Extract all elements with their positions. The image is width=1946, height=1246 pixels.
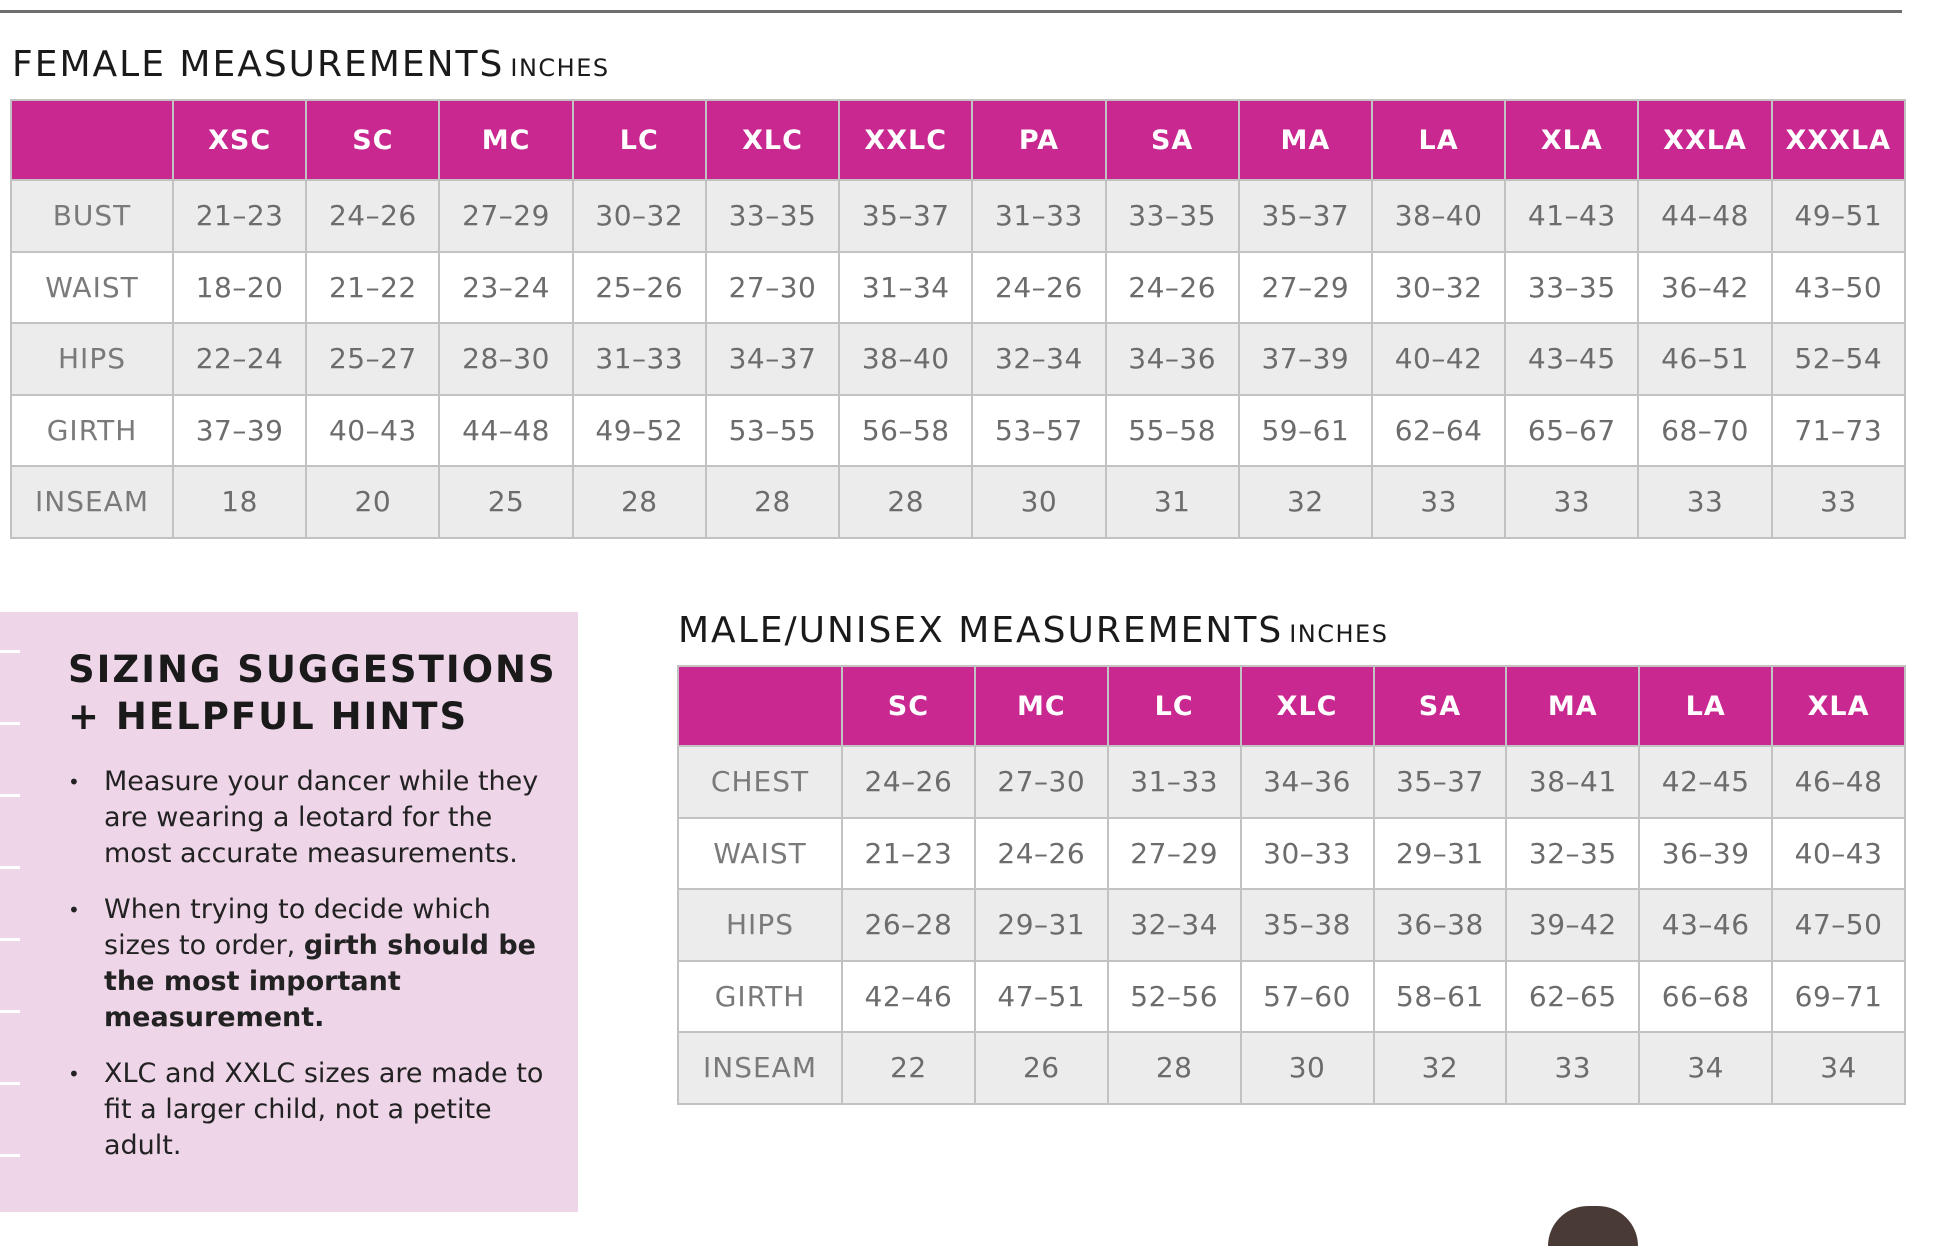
- female-section-title: [12, 44, 610, 85]
- measurement-value-cell: 34: [1772, 1032, 1905, 1104]
- measurement-value-cell: 41–43: [1505, 180, 1638, 252]
- measurement-value-cell: 31–34: [839, 252, 972, 324]
- male-section-title: [678, 610, 1389, 651]
- measurement-value-cell: 49–51: [1772, 180, 1905, 252]
- measurement-value-cell: 56–58: [839, 395, 972, 467]
- measurement-value-cell: 27–29: [1108, 818, 1241, 890]
- measurement-value-cell: 33: [1505, 466, 1638, 538]
- size-column-header: SC: [306, 100, 439, 180]
- measurement-label: INSEAM: [678, 1032, 842, 1104]
- hints-heading: [68, 646, 558, 740]
- table-row: [11, 395, 1905, 467]
- size-column-header: LA: [1639, 666, 1772, 746]
- female-measurements-table: [10, 99, 1906, 539]
- measurement-value-cell: 37–39: [1239, 323, 1372, 395]
- size-column-header: MA: [1239, 100, 1372, 180]
- measurement-value-cell: 28: [839, 466, 972, 538]
- measurement-value-cell: 20: [306, 466, 439, 538]
- measurement-value-cell: 35–37: [1239, 180, 1372, 252]
- measurement-value-cell: 33: [1506, 1032, 1639, 1104]
- measurement-value-cell: 44–48: [439, 395, 572, 467]
- measurement-value-cell: 25: [439, 466, 572, 538]
- measurement-value-cell: 46–51: [1638, 323, 1771, 395]
- measurement-value-cell: 40–43: [1772, 818, 1905, 890]
- measurement-value-cell: 25–27: [306, 323, 439, 395]
- partial-photo-edge: [1548, 1206, 1638, 1246]
- measurement-value-cell: 52–56: [1108, 961, 1241, 1033]
- measurement-value-cell: 36–38: [1374, 889, 1507, 961]
- size-column-header: MC: [439, 100, 572, 180]
- table-row: [11, 252, 1905, 324]
- bullet-icon: •: [68, 1062, 80, 1086]
- measurement-value-cell: 29–31: [1374, 818, 1507, 890]
- measurement-value-cell: 22: [842, 1032, 975, 1104]
- measurement-value-cell: 34–36: [1241, 746, 1374, 818]
- size-column-header: XSC: [173, 100, 306, 180]
- measurement-value-cell: 21–23: [173, 180, 306, 252]
- measurement-value-cell: 33–35: [706, 180, 839, 252]
- measurement-label: GIRTH: [11, 395, 173, 467]
- female-title-text: FEMALE MEASUREMENTS: [12, 44, 505, 85]
- measurement-value-cell: 39–42: [1506, 889, 1639, 961]
- measurement-value-cell: 33: [1372, 466, 1505, 538]
- size-column-header: LA: [1372, 100, 1505, 180]
- size-column-header: XXLA: [1638, 100, 1771, 180]
- size-column-header: XXXLA: [1772, 100, 1905, 180]
- measurement-value-cell: 66–68: [1639, 961, 1772, 1033]
- male-title-text: MALE/UNISEX MEASUREMENTS: [678, 610, 1284, 651]
- top-divider: [0, 10, 1902, 13]
- size-column-header: SC: [842, 666, 975, 746]
- size-column-header: SA: [1106, 100, 1239, 180]
- measurement-value-cell: 22–24: [173, 323, 306, 395]
- measurement-value-cell: 24–26: [1106, 252, 1239, 324]
- female-table-body: [11, 180, 1905, 538]
- size-column-header: LC: [573, 100, 706, 180]
- measurement-value-cell: 59–61: [1239, 395, 1372, 467]
- female-header-row: [11, 100, 1905, 180]
- measurement-value-cell: 34: [1639, 1032, 1772, 1104]
- size-column-header: PA: [972, 100, 1105, 180]
- measurement-value-cell: 26: [975, 1032, 1108, 1104]
- size-column-header: SA: [1374, 666, 1507, 746]
- measurement-value-cell: 26–28: [842, 889, 975, 961]
- panel-tick-mark: [0, 1082, 20, 1085]
- measurement-value-cell: 68–70: [1638, 395, 1771, 467]
- measurement-value-cell: 30: [972, 466, 1105, 538]
- measurement-value-cell: 52–54: [1772, 323, 1905, 395]
- measurement-value-cell: 21–23: [842, 818, 975, 890]
- measurement-value-cell: 32: [1239, 466, 1372, 538]
- hints-heading-line-1: SIZING SUGGESTIONS: [68, 648, 557, 691]
- measurement-value-cell: 28: [706, 466, 839, 538]
- measurement-label: HIPS: [678, 889, 842, 961]
- hint-text: When trying to decide which sizes to order,: [104, 894, 491, 961]
- sizing-hints-panel: [0, 612, 578, 1212]
- hint-item: [68, 764, 558, 872]
- measurement-value-cell: 69–71: [1772, 961, 1905, 1033]
- measurement-label: GIRTH: [678, 961, 842, 1033]
- measurement-value-cell: 27–29: [439, 180, 572, 252]
- hint-text: XLC and XXLC sizes are made to fit a larger child, not a petite adult.: [104, 1058, 544, 1161]
- table-row: [11, 466, 1905, 538]
- panel-tick-mark: [0, 794, 20, 797]
- measurement-value-cell: 28: [573, 466, 706, 538]
- measurement-label: INSEAM: [11, 466, 173, 538]
- bullet-icon: •: [68, 770, 80, 794]
- measurement-value-cell: 58–61: [1374, 961, 1507, 1033]
- measurement-value-cell: 43–45: [1505, 323, 1638, 395]
- measurement-value-cell: 34–36: [1106, 323, 1239, 395]
- hints-heading-line-2: + HELPFUL HINTS: [68, 695, 469, 738]
- measurement-value-cell: 38–40: [1372, 180, 1505, 252]
- measurement-value-cell: 18: [173, 466, 306, 538]
- size-column-header: XXLC: [839, 100, 972, 180]
- table-row: [678, 818, 1905, 890]
- measurement-value-cell: 40–42: [1372, 323, 1505, 395]
- measurement-value-cell: 32–35: [1506, 818, 1639, 890]
- panel-tick-mark: [0, 866, 20, 869]
- measurement-value-cell: 65–67: [1505, 395, 1638, 467]
- measurement-value-cell: 30–32: [573, 180, 706, 252]
- measurement-value-cell: 27–30: [706, 252, 839, 324]
- table-row: [678, 961, 1905, 1033]
- measurement-label: WAIST: [678, 818, 842, 890]
- bullet-icon: •: [68, 898, 80, 922]
- hints-list: [68, 764, 558, 1184]
- female-unit-label: INCHES: [510, 54, 610, 82]
- panel-tick-mark: [0, 938, 20, 941]
- measurement-value-cell: 35–37: [1374, 746, 1507, 818]
- measurement-value-cell: 53–57: [972, 395, 1105, 467]
- measurement-value-cell: 49–52: [573, 395, 706, 467]
- table-row: [11, 180, 1905, 252]
- table-row: [678, 746, 1905, 818]
- measurement-value-cell: 28: [1108, 1032, 1241, 1104]
- measurement-value-cell: 25–26: [573, 252, 706, 324]
- measurement-value-cell: 38–40: [839, 323, 972, 395]
- measurement-value-cell: 24–26: [972, 252, 1105, 324]
- measurement-value-cell: 47–51: [975, 961, 1108, 1033]
- measurement-value-cell: 71–73: [1772, 395, 1905, 467]
- measurement-value-cell: 27–30: [975, 746, 1108, 818]
- measurement-label: WAIST: [11, 252, 173, 324]
- measurement-value-cell: 47–50: [1772, 889, 1905, 961]
- measurement-value-cell: 35–38: [1241, 889, 1374, 961]
- measurement-value-cell: 24–26: [975, 818, 1108, 890]
- measurement-value-cell: 30: [1241, 1032, 1374, 1104]
- measurement-value-cell: 55–58: [1106, 395, 1239, 467]
- measurement-value-cell: 27–29: [1239, 252, 1372, 324]
- measurement-value-cell: 31: [1106, 466, 1239, 538]
- measurement-value-cell: 42–45: [1639, 746, 1772, 818]
- table-row: [11, 323, 1905, 395]
- measurement-value-cell: 33–35: [1106, 180, 1239, 252]
- measurement-value-cell: 33: [1638, 466, 1771, 538]
- male-header-row: [678, 666, 1905, 746]
- measurement-label: HIPS: [11, 323, 173, 395]
- measurement-value-cell: 32–34: [972, 323, 1105, 395]
- measurement-value-cell: 24–26: [842, 746, 975, 818]
- measurement-value-cell: 24–26: [306, 180, 439, 252]
- measurement-value-cell: 33: [1772, 466, 1905, 538]
- measurement-value-cell: 31–33: [972, 180, 1105, 252]
- measurement-value-cell: 42–46: [842, 961, 975, 1033]
- measurement-value-cell: 32: [1374, 1032, 1507, 1104]
- measurement-value-cell: 43–50: [1772, 252, 1905, 324]
- measurement-value-cell: 37–39: [173, 395, 306, 467]
- measurement-value-cell: 32–34: [1108, 889, 1241, 961]
- measurement-value-cell: 53–55: [706, 395, 839, 467]
- corner-header-cell: [678, 666, 842, 746]
- measurement-value-cell: 62–65: [1506, 961, 1639, 1033]
- measurement-value-cell: 30–32: [1372, 252, 1505, 324]
- size-column-header: MA: [1506, 666, 1639, 746]
- size-column-header: XLC: [706, 100, 839, 180]
- panel-tick-mark: [0, 650, 20, 653]
- measurement-value-cell: 44–48: [1638, 180, 1771, 252]
- measurement-value-cell: 46–48: [1772, 746, 1905, 818]
- measurement-value-cell: 30–33: [1241, 818, 1374, 890]
- male-table-body: [678, 746, 1905, 1104]
- measurement-value-cell: 28–30: [439, 323, 572, 395]
- panel-tick-mark: [0, 722, 20, 725]
- measurement-value-cell: 40–43: [306, 395, 439, 467]
- male-measurements-table: [677, 665, 1906, 1105]
- panel-tick-mark: [0, 1154, 20, 1157]
- size-column-header: MC: [975, 666, 1108, 746]
- measurement-value-cell: 57–60: [1241, 961, 1374, 1033]
- measurement-value-cell: 21–22: [306, 252, 439, 324]
- table-row: [678, 1032, 1905, 1104]
- measurement-value-cell: 33–35: [1505, 252, 1638, 324]
- size-column-header: XLA: [1772, 666, 1905, 746]
- measurement-value-cell: 31–33: [573, 323, 706, 395]
- panel-tick-mark: [0, 1010, 20, 1013]
- table-row: [678, 889, 1905, 961]
- measurement-value-cell: 62–64: [1372, 395, 1505, 467]
- size-column-header: XLA: [1505, 100, 1638, 180]
- measurement-value-cell: 36–42: [1638, 252, 1771, 324]
- measurement-value-cell: 31–33: [1108, 746, 1241, 818]
- measurement-value-cell: 38–41: [1506, 746, 1639, 818]
- measurement-value-cell: 43–46: [1639, 889, 1772, 961]
- measurement-label: BUST: [11, 180, 173, 252]
- measurement-value-cell: 35–37: [839, 180, 972, 252]
- measurement-label: CHEST: [678, 746, 842, 818]
- measurement-value-cell: 18–20: [173, 252, 306, 324]
- hint-text: Measure your dancer while they are wearing a leotard for the most accurate measurements.: [104, 766, 539, 869]
- measurement-value-cell: 34–37: [706, 323, 839, 395]
- hint-item: [68, 892, 558, 1036]
- corner-header-cell: [11, 100, 173, 180]
- hint-emphasis: girth should be the most important measurement.: [104, 930, 536, 1033]
- male-unit-label: INCHES: [1289, 620, 1389, 648]
- size-column-header: LC: [1108, 666, 1241, 746]
- measurement-value-cell: 36–39: [1639, 818, 1772, 890]
- size-column-header: XLC: [1241, 666, 1374, 746]
- hint-item: [68, 1056, 558, 1164]
- measurement-value-cell: 23–24: [439, 252, 572, 324]
- measurement-value-cell: 29–31: [975, 889, 1108, 961]
